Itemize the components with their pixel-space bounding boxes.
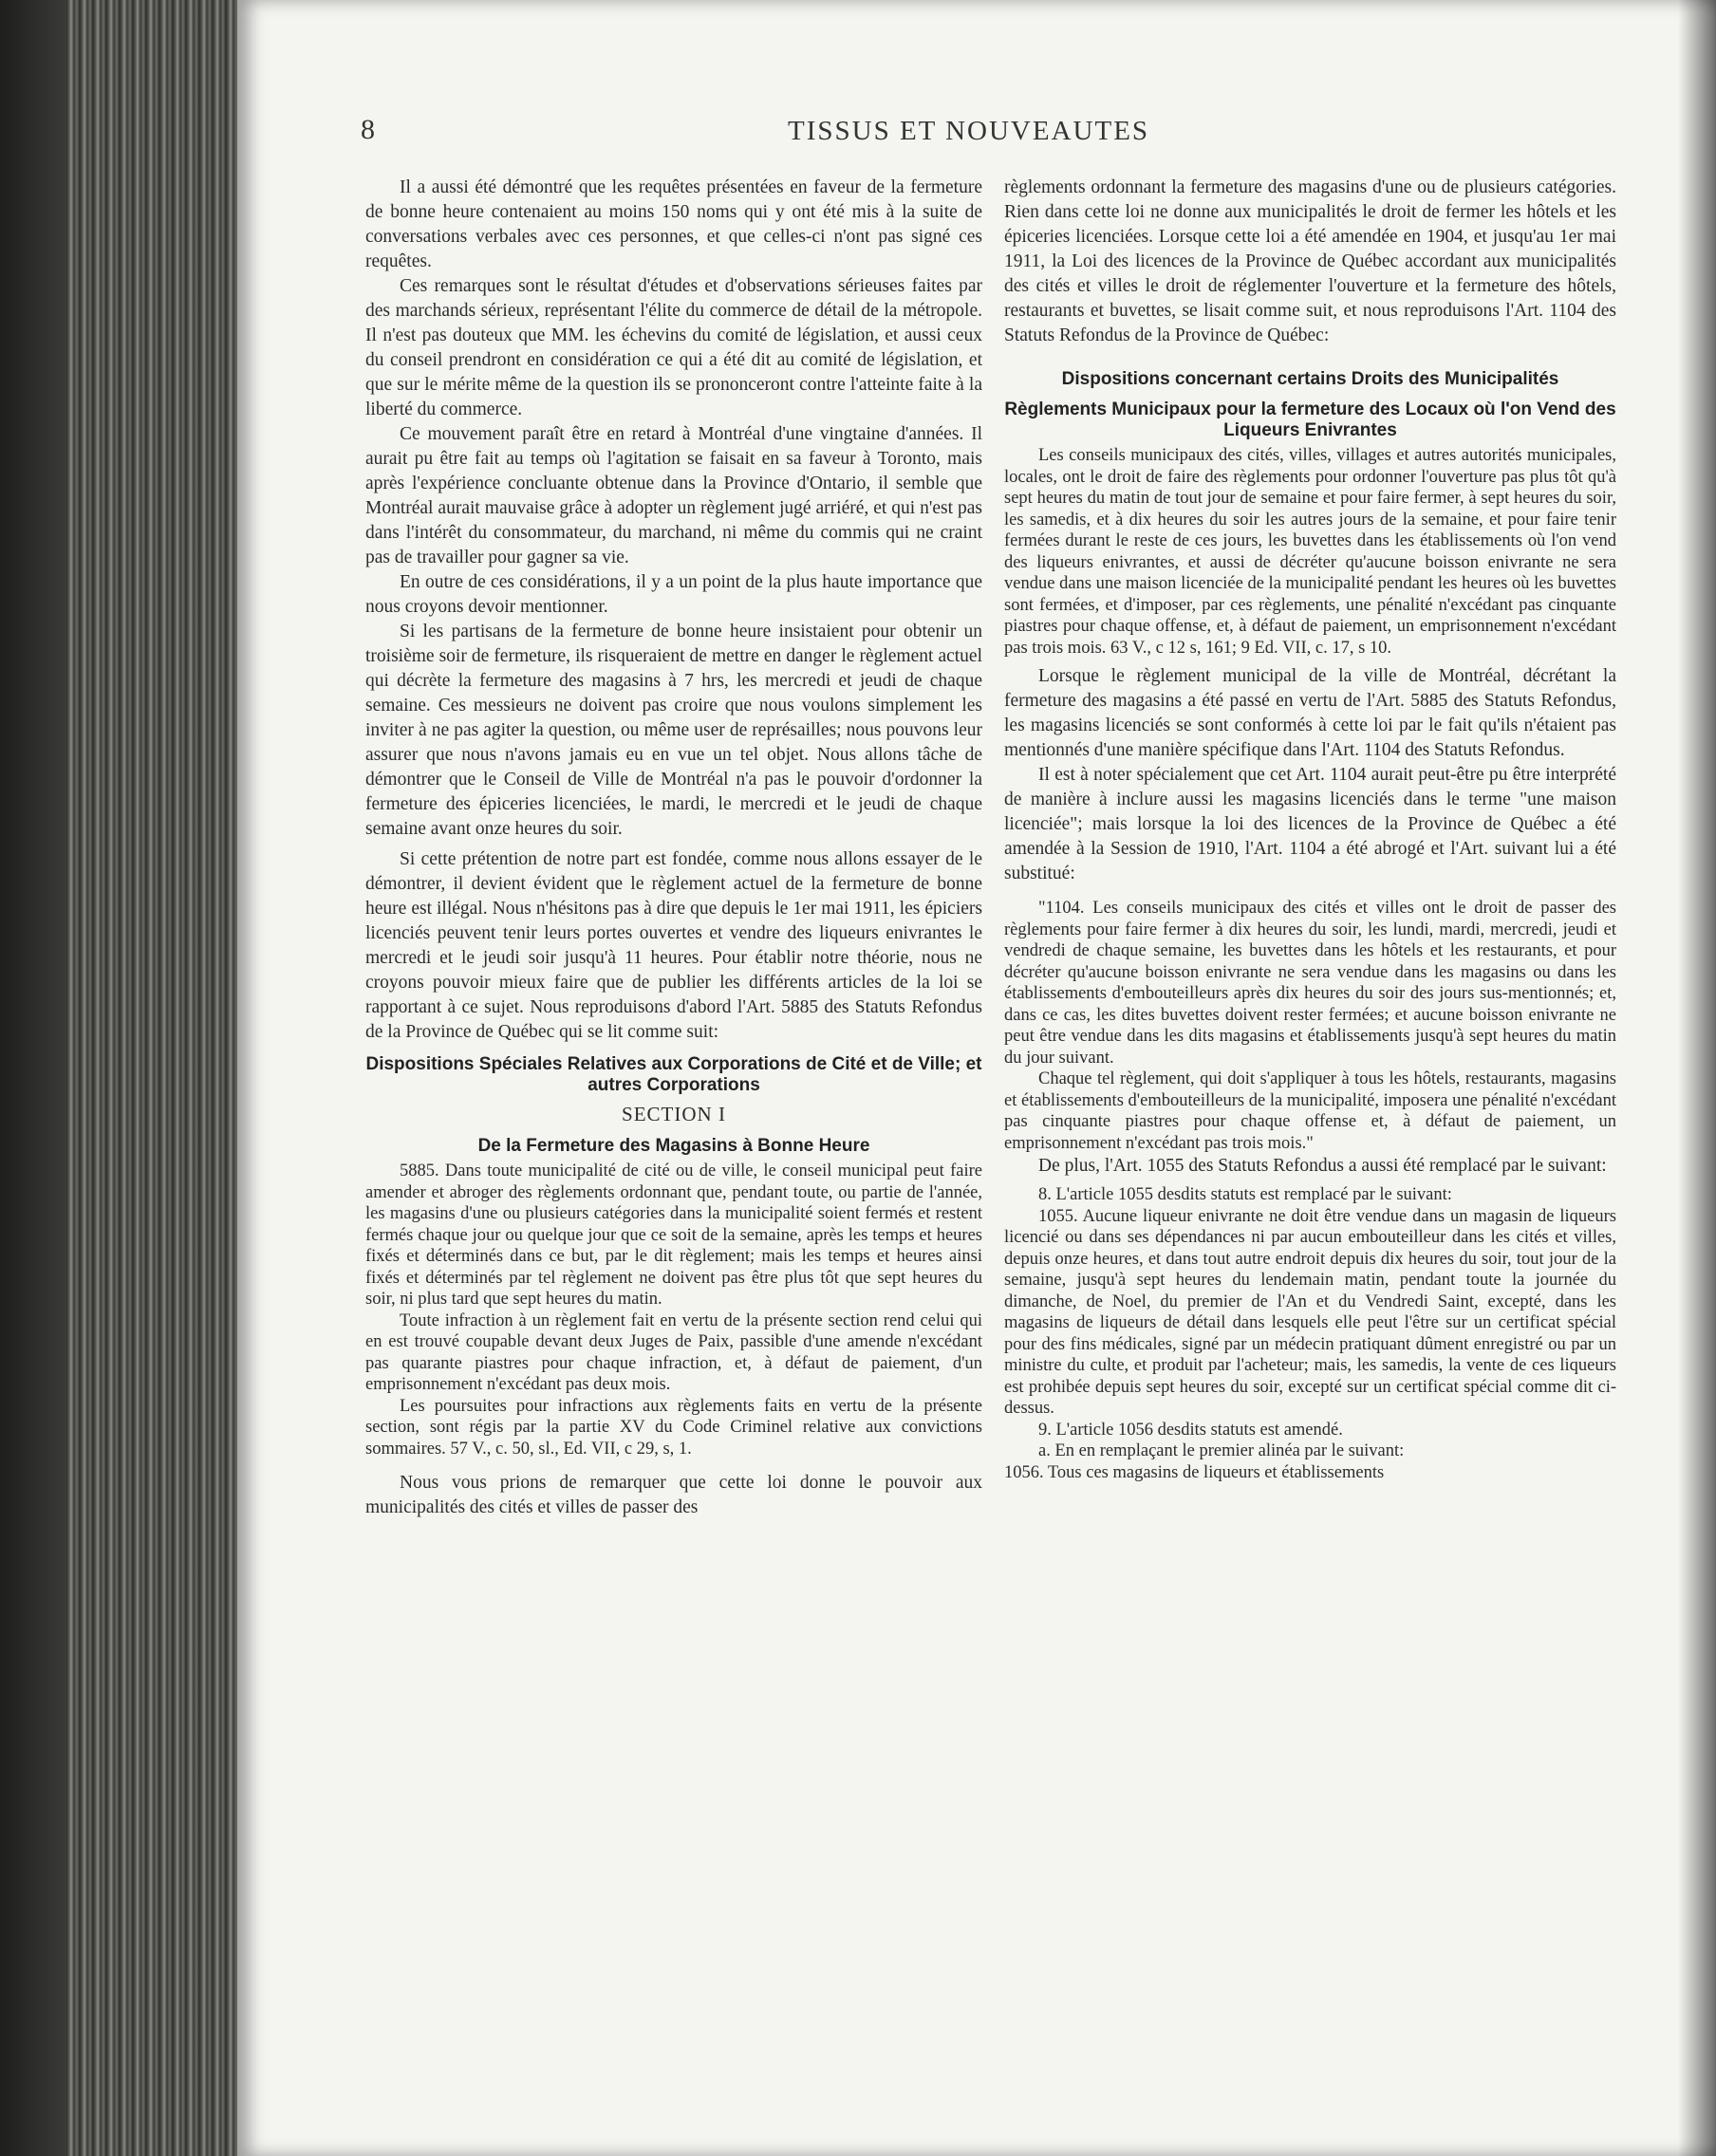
statute-paragraph: 5885. Dans toute municipalité de cité ou de ville, le conseil municipal peut faire amender et abroger des règlements ordonnant que, pendant toute, ou partie de l'année, les magasins d'une ou plusieurs catégories dans la municipalité soient fermés et restent fermés chaque jour ou quelque jour que ce soit de la semaine, après les temps et heures fixés et déterminés dans ce but, par le dit règlement; mais les temps et heures ainsi fixés et déterminés par tel règlement ne doivent pas être plus tôt que sept heures du soir, ni plus tard que sept heures du matin. [365, 1162, 982, 1309]
paragraph: Il est à noter spécialement que cet Art. 1104 aurait peut-être pu être interprété de manière à inclure aussi les magasins licenciés dans le terme "une maison licenciée"; mais lorsque la loi des licences de la Province de Québec a été amendée à la Session de 1910, l'Art. 1104 a été abrogé et l'Art. suivant lui a été substitué: [1004, 765, 1616, 883]
paragraph: En outre de ces considérations, il y a un point de la plus haute importance que nous croyons devoir mentionner. [365, 572, 982, 617]
book-spine-shadow [0, 0, 66, 2156]
paragraph: règlements ordonnant la fermeture des magasins d'une ou de plusieurs catégories. Rien dans cette loi ne donne aux municipalités le droit de fermer les hôtels et les épiceries licenciées. Lorsque cette loi a été amendée en 1904, et jusqu'au 1er mai 1911, la Loi des licences de la Province de Québec accordant aux municipalités des cités et villes le droit de réglementer l'ouverture et la fermeture des hôtels, restaurants et buvettes, se lisait comme suit, et nous reproduisons l'Art. 1104 des Statuts Refondus de la Province de Québec: [1004, 177, 1616, 345]
paragraph: Si les partisans de la fermeture de bonne heure insistaient pour obtenir un troisième soir de fermeture, ils risqueraient de mettre en danger le règlement actuel qui décrète la fermeture des magasins à 7 hrs, les mercredi et jeudi de chaque semaine. Ces messieurs ne doivent pas croire que nous voulons simplement les inviter à ne pas agiter la question, ou même user de représailles; nous pouvons leur assurer que nous n'avons jamais eu en vue un tel objet. Nous allons tâche de démontrer que le Conseil de Ville de Montréal n'a pas le pouvoir d'ordonner la fermeture des épiceries licenciées, le mardi, le mercredi et le jeudi de chaque semaine avant onze heures du soir. [365, 622, 982, 839]
statute-paragraph: "1104. Les conseils municipaux des cités et villes ont le droit de passer des règlements pour faire fermer à dix heures du soir, les lundi, mardi, mercredi, jeudi et vendredi de chaque semaine, les buvettes dans les hôtels et les restaurants, et pour décréter qu'aucune boisson enivrante ne sera vendue dans les magasins ou dans les établissements d'embouteilleurs après dix heures du soir des jours sus-mentionnés; et, dans ce cas, les dites buvettes doivent rester fermées; et aucune boisson enivrante ne peut être vendue dans les dits magasins et établissements jusqu'à sept heures du matin du jour suivant. [1004, 899, 1616, 1068]
statute-paragraph: a. En en remplaçant le premier alinéa par le suivant: [1038, 1441, 1405, 1460]
paragraph: Il a aussi été démontré que les requêtes présentées en faveur de la fermeture de bonne heure contenaient au moins 150 noms qui y ont été mis à la suite de conversations verbales avec ces personnes, et que celles-ci n'ont pas signé ces requêtes. [365, 177, 982, 271]
statute-paragraph: Toute infraction à un règlement fait en vertu de la présente section rend celui qui en est trouvé coupable devant deux Juges de Paix, passible d'une amende n'excédant pas quarante piastres pour chaque infraction, et, à défaut de paiement, d'un emprisonnement n'excédant pas deux mois. [365, 1310, 982, 1394]
section-heading: Dispositions Spéciales Relatives aux Corporations de Cité et de Ville; et autres Corporations [365, 1054, 982, 1095]
statute-paragraph: 8. L'article 1055 desdits statuts est remplacé par le suivant: [1038, 1185, 1452, 1204]
running-header [237, 114, 1716, 152]
page-edge-shadow [1678, 0, 1716, 2156]
paragraph: Si cette prétention de notre part est fondée, comme nous allons essayer de le démontrer, il devient évident que le règlement actuel de la fermeture de bonne heure est illégal. Nous n'hésitons pas à dire que depuis le 1er mai 1911, les épiciers licenciés peuvent tenir leurs portes ouvertes et vendre des liqueurs enivrantes le mercredi et le jeudi soir jusqu'à 11 heures. Pour établir notre théorie, nous ne croyons pouvoir mieux faire que de publier les différents articles de la loi se rapportant à ce sujet. Nous reproduisons d'abord l'Art. 5885 des Statuts Refondus de la Province de Québec qui se lit comme suit: [365, 849, 982, 1042]
statute-paragraph: Les poursuites pour infractions aux règlements faits en vertu de la présente section, sont régis par la partie XV du Code Criminel relative aux convictions sommaires. 57 V., c. 50, sl., Ed. VII, c 29, s, 1. [365, 1396, 982, 1459]
paragraph: Ce mouvement paraît être en retard à Montréal d'une vingtaine d'années. Il aurait pu être fait au temps où l'agitation se faisait en sa faveur à Toronto, mais après l'expérience concluante obtenue dans la Province d'Ontario, il semble que Montréal aurait mauvaise grâce à adopter un règlement jugé arriéré, et qui n'est pas dans l'intérêt du consommateur, du marchand, ni même du commis qui ne craint pas de travailler pour gagner sa vie. [365, 424, 982, 567]
statute-paragraph: 9. L'article 1056 desdits statuts est amendé. [1038, 1420, 1343, 1440]
right-column [1004, 176, 1616, 1483]
statute-paragraph: Chaque tel règlement, qui doit s'appliquer à tous les hôtels, restaurants, magasins et établissements d'embouteilleurs de la municipalité, imposera une pénalité n'excédant pas cinquante piastres pour chaque offense et, à défaut de paiement, un emprisonnement n'excédant pas trois mois." [1004, 1069, 1616, 1153]
section-heading: Dispositions concernant certains Droits des Municipalités [1061, 369, 1559, 389]
paragraph: De plus, l'Art. 1055 des Statuts Refondus a aussi été remplacé par le suivant: [1038, 1156, 1607, 1176]
statute-paragraph: Les conseils municipaux des cités, villes, villages et autres autorités municipales, locales, ont le droit de faire des règlements pour ordonner l'ouverture pas plus tôt qu'à sept heures du matin de tout jour de semaine et pour faire fermer, à sept heures du soir, les samedis, et à dix heures du soir les autres jours de la semaine, et pour faire tenir fermées durant le reste de ces jours, les buvettes dans les établissements où l'on vend des liqueurs enivrantes, et aussi de décréter qu'aucune boisson enivrante ne sera vendue dans une maison licenciée de la municipalité pendant les heures où les buvettes sont fermées, et d'imposer, par ces règlements, une pénalité n'excédant pas cinquante piastres pour chaque offense, et, à défaut de paiement, un emprisonnement n'excédant pas trois mois. 63 V., c 12 s, 161; 9 Ed. VII, c. 17, s 10. [1004, 446, 1616, 658]
journal-title: TISSUS ET NOUVEAUTES [788, 116, 1150, 146]
section-number: SECTION I [622, 1103, 726, 1125]
statute-paragraph: 1056. Tous ces magasins de liqueurs et établissements [1004, 1462, 1385, 1482]
paragraph: Nous vous prions de remarquer que cette loi donne le pouvoir aux municipalités des cités et villes de passer des [365, 1473, 982, 1517]
left-column [365, 176, 982, 1520]
document-page [237, 0, 1716, 2156]
section-subheading: De la Fermeture des Magasins à Bonne Heure [477, 1136, 870, 1156]
section-subheading: Règlements Municipaux pour la fermeture des Locaux où l'on Vend des Liqueurs Enivrantes [1004, 400, 1616, 440]
paragraph: Ces remarques sont le résultat d'études et d'observations sérieuses faites par des marchands sérieux, représentant l'élite du commerce de détail de la métropole. Il n'est pas douteux que MM. les échevins du comité de législation, et aussi ceux du conseil prendront en considération ce qui a été dit au comité de législation, et que sur le mérite même de la question ils se prononceront contre l'atteinte faite à la liberté du commerce. [365, 276, 982, 419]
statute-paragraph: 1055. Aucune liqueur enivrante ne doit être vendue dans un magasin de liqueurs licencié ou dans ses dépendances ni par aucun embouteilleur dans les cités et villes, depuis onze heures, et dans tout autre endroit depuis dix heures du soir, tout jour de la semaine, jusqu'à sept heures du lendemain matin, pendant toute la journée du dimanche, de Noel, du premier de l'An et du Vendredi Saint, excepté, dans les magasins de liqueurs de détail dans lesquels elle peut l'être sur un certificat spécial pour des fins médicales, signé par un médecin pratiquant dûment enregistré ou par un ministre du culte, et produit par l'acheteur; mais, les samedis, la vente de ces liqueurs est prohibée depuis sept heures du soir, excepté sur un certificat spécial comme dit ci-dessus. [1004, 1206, 1616, 1418]
page-number: 8 [361, 114, 375, 145]
paragraph: Lorsque le règlement municipal de la ville de Montréal, décrétant la fermeture des magasins a été passé en vertu de l'Art. 5885 des Statuts Refondus, les magasins licenciés se sont conformés à cette loi par le fait qu'ils n'étaient pas mentionnés d'une manière spécifique dans l'Art. 1104 des Statuts Refondus. [1004, 666, 1616, 760]
